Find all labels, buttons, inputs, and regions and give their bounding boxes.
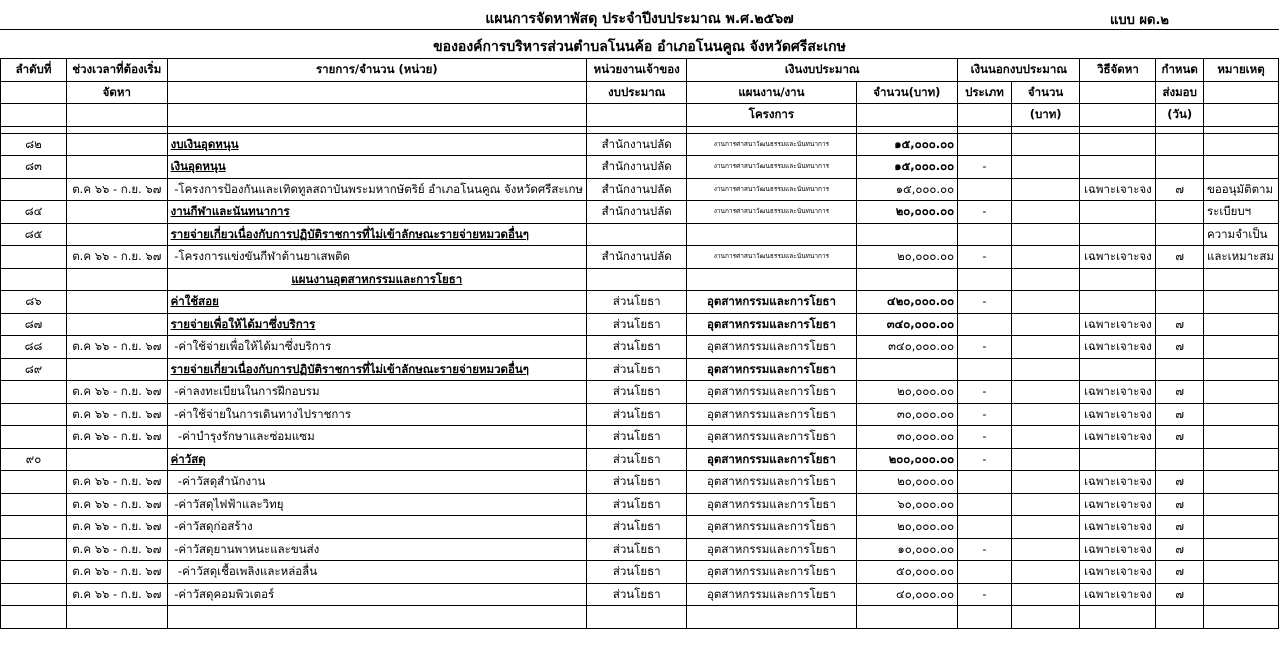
cell-amount[interactable]: ๑๕,๐๐๐.๐๐ (856, 156, 958, 179)
cell-type[interactable] (958, 493, 1012, 516)
cell-owner[interactable]: ส่วนโยธา (587, 493, 687, 516)
cell-period[interactable]: ต.ค ๖๖ - ก.ย. ๖๗ (67, 471, 168, 494)
cell-off-amount[interactable] (1011, 426, 1080, 449)
cell-owner[interactable]: ส่วนโยธา (587, 336, 687, 359)
cell-off-amount[interactable] (1011, 493, 1080, 516)
cell-method[interactable]: เฉพาะเจาะจง (1080, 561, 1156, 584)
cell-method[interactable]: เฉพาะเจาะจง (1080, 381, 1156, 404)
cell-plan[interactable]: อุตสาหกรรมและการโยธา (687, 583, 856, 606)
cell-item[interactable]: -โครงการป้องกันและเทิดทูลสถาบันพระมหากษัตริย์ อำเภอโนนคูณ จังหวัดศรีสะเกษ (167, 178, 586, 201)
cell-off-amount[interactable] (1011, 561, 1080, 584)
cell-no[interactable]: ๙๐ (1, 448, 67, 471)
cell-off-amount[interactable] (1011, 201, 1080, 224)
header-period-2: จัดหา (67, 81, 168, 104)
cell-owner[interactable]: สำนักงานปลัด (587, 178, 687, 201)
cell-item[interactable]: งบเงินอุดหนุน (167, 133, 586, 156)
cell-plan[interactable]: อุตสาหกรรมและการโยธา (687, 291, 856, 314)
cell-off-amount[interactable] (1011, 358, 1080, 381)
header-off-amount-2: (บาท) (1011, 104, 1080, 127)
cell-deadline[interactable]: ๗ (1156, 561, 1204, 584)
cell-remark[interactable] (1204, 313, 1279, 336)
cell-owner[interactable]: ส่วนโยธา (587, 358, 687, 381)
cell-method[interactable]: เฉพาะเจาะจง (1080, 178, 1156, 201)
cell-owner[interactable]: สำนักงานปลัด (587, 156, 687, 179)
cell-amount[interactable]: ๒๐,๐๐๐.๐๐ (856, 246, 958, 269)
table-row (1, 156, 1279, 179)
cell-item[interactable]: ค่าใช้สอย (167, 291, 586, 314)
cell-remark[interactable] (1204, 268, 1279, 291)
form-code: แบบ ผด.๒ (1110, 13, 1169, 28)
cell-deadline[interactable]: ๗ (1156, 583, 1204, 606)
cell-type[interactable]: - (958, 381, 1012, 404)
cell-item[interactable]: รายจ่ายเพื่อให้ได้มาซึ่งบริการ (167, 313, 586, 336)
cell-plan[interactable]: อุตสาหกรรมและการโยธา (687, 538, 856, 561)
cell-deadline[interactable]: ๗ (1156, 538, 1204, 561)
cell-deadline[interactable]: ๗ (1156, 336, 1204, 359)
cell-deadline[interactable]: ๗ (1156, 516, 1204, 539)
cell-owner[interactable] (587, 268, 687, 291)
cell-method[interactable] (1080, 201, 1156, 224)
cell-period[interactable]: ต.ค ๖๖ - ก.ย. ๖๗ (67, 493, 168, 516)
table-row (1, 583, 1279, 606)
cell-owner[interactable]: ส่วนโยธา (587, 516, 687, 539)
cell-remark[interactable] (1204, 493, 1279, 516)
cell-off-amount[interactable] (1011, 246, 1080, 269)
cell-amount[interactable]: ๔๐,๐๐๐.๐๐ (856, 583, 958, 606)
cell-remark[interactable] (1204, 336, 1279, 359)
cell-off-amount[interactable] (1011, 268, 1080, 291)
cell-type[interactable]: - (958, 583, 1012, 606)
cell-off-amount[interactable] (1011, 583, 1080, 606)
cell-no[interactable]: ๘๙ (1, 358, 67, 381)
cell-deadline[interactable]: ๗ (1156, 403, 1204, 426)
header-item: รายการ/จำนวน (หน่วย) (167, 59, 586, 82)
cell-remark[interactable] (1204, 381, 1279, 404)
cell-off-amount[interactable] (1011, 336, 1080, 359)
cell-type[interactable] (958, 313, 1012, 336)
table-body (1, 133, 1279, 628)
cell-no[interactable] (1, 516, 67, 539)
cell-plan[interactable]: อุตสาหกรรมและการโยธา (687, 471, 856, 494)
table-row (1, 291, 1279, 314)
header-off-amount: จำนวน (1011, 81, 1080, 104)
header-owner: หน่วยงานเจ้าของ (587, 59, 687, 82)
cell-off-amount[interactable] (1011, 291, 1080, 314)
cell-no[interactable]: ๘๖ (1, 291, 67, 314)
cell-amount[interactable]: ๑๐,๐๐๐.๐๐ (856, 538, 958, 561)
cell-plan[interactable]: งานการศาสนาวัฒนธรรมและนันทนาการ (687, 156, 856, 179)
cell-type[interactable]: - (958, 246, 1012, 269)
cell-owner[interactable]: ส่วนโยธา (587, 381, 687, 404)
cell-amount[interactable]: ๓๔๐,๐๐๐.๐๐ (856, 336, 958, 359)
cell-type[interactable]: - (958, 336, 1012, 359)
cell-owner[interactable]: ส่วนโยธา (587, 538, 687, 561)
cell-remark[interactable] (1204, 156, 1279, 179)
cell-period[interactable]: ต.ค ๖๖ - ก.ย. ๖๗ (67, 403, 168, 426)
cell-off-amount[interactable] (1011, 516, 1080, 539)
header-plan: แผนงาน/งาน (687, 81, 856, 104)
cell-deadline[interactable] (1156, 223, 1204, 246)
header-row-2 (1, 81, 1279, 104)
cell-type[interactable] (958, 133, 1012, 156)
cell-item[interactable]: -ค่าใช้จ่ายเพื่อให้ได้มาซึ่งบริการ (167, 336, 586, 359)
cell-method[interactable]: เฉพาะเจาะจง (1080, 313, 1156, 336)
table-row (1, 268, 1279, 291)
header-deadline: กำหนด (1156, 59, 1204, 82)
header-type: ประเภท (958, 81, 1012, 104)
cell-no[interactable] (1, 403, 67, 426)
table-row (1, 426, 1279, 449)
cell-plan[interactable]: อุตสาหกรรมและการโยธา (687, 448, 856, 471)
cell-item[interactable]: รายจ่ายเกี่ยวเนื่องกับการปฏิบัติราชการที่ไม่เข้าลักษณะรายจ่ายหมวดอื่นๆ (167, 223, 586, 246)
cell-amount[interactable]: ๑๕,๐๐๐.๐๐ (856, 178, 958, 201)
cell-period[interactable] (67, 448, 168, 471)
cell-type[interactable] (958, 471, 1012, 494)
cell-plan[interactable]: อุตสาหกรรมและการโยธา (687, 561, 856, 584)
cell-no[interactable]: ๘๕ (1, 223, 67, 246)
cell-method[interactable]: เฉพาะเจาะจง (1080, 426, 1156, 449)
header-owner-2: งบประมาณ (587, 81, 687, 104)
cell-deadline[interactable] (1156, 448, 1204, 471)
cell-plan[interactable] (687, 223, 856, 246)
table-row (1, 223, 1279, 246)
cell-type[interactable]: - (958, 156, 1012, 179)
cell-method[interactable] (1080, 448, 1156, 471)
cell-amount[interactable]: ๑๕,๐๐๐.๐๐ (856, 133, 958, 156)
table-row (1, 403, 1279, 426)
cell-item[interactable]: -ค่าวัสดุสำนักงาน (167, 471, 586, 494)
cell-off-amount[interactable] (1011, 471, 1080, 494)
cell-plan[interactable]: อุตสาหกรรมและการโยธา (687, 381, 856, 404)
cell-off-amount[interactable] (1011, 403, 1080, 426)
cell-period[interactable] (67, 133, 168, 156)
cell-no[interactable] (1, 493, 67, 516)
cell-amount[interactable]: ๓๐,๐๐๐.๐๐ (856, 426, 958, 449)
table-row (1, 538, 1279, 561)
cell-off-amount[interactable] (1011, 381, 1080, 404)
cell-method[interactable]: เฉพาะเจาะจง (1080, 538, 1156, 561)
cell-off-amount[interactable] (1011, 538, 1080, 561)
cell-period[interactable]: ต.ค ๖๖ - ก.ย. ๖๗ (67, 381, 168, 404)
header-row-3 (1, 104, 1279, 127)
cell-amount[interactable] (856, 223, 958, 246)
cell-deadline[interactable] (1156, 133, 1204, 156)
cell-off-amount[interactable] (1011, 178, 1080, 201)
cell-method[interactable] (1080, 291, 1156, 314)
cell-no[interactable] (1, 246, 67, 269)
cell-no[interactable]: ๘๘ (1, 336, 67, 359)
cell-no[interactable] (1, 268, 67, 291)
cell-off-amount[interactable] (1011, 448, 1080, 471)
cell-period[interactable]: ต.ค ๖๖ - ก.ย. ๖๗ (67, 561, 168, 584)
table-row (1, 246, 1279, 269)
table-row (1, 471, 1279, 494)
cell-amount[interactable] (856, 268, 958, 291)
cell-owner[interactable]: ส่วนโยธา (587, 403, 687, 426)
cell-item[interactable]: งานกีฬาและนันทนาการ (167, 201, 586, 224)
cell-amount[interactable]: ๔๒๐,๐๐๐.๐๐ (856, 291, 958, 314)
cell-method[interactable]: เฉพาะเจาะจง (1080, 403, 1156, 426)
cell-period[interactable]: ต.ค ๖๖ - ก.ย. ๖๗ (67, 516, 168, 539)
cell-deadline[interactable] (1156, 291, 1204, 314)
cell-deadline[interactable]: ๗ (1156, 313, 1204, 336)
cell-deadline[interactable]: ๗ (1156, 178, 1204, 201)
cell-deadline[interactable] (1156, 201, 1204, 224)
cell-remark[interactable] (1204, 583, 1279, 606)
header-offbudget: เงินนอกงบประมาณ (958, 59, 1080, 82)
cell-amount[interactable]: ๕๐,๐๐๐.๐๐ (856, 561, 958, 584)
cell-plan[interactable]: อุตสาหกรรมและการโยธา (687, 516, 856, 539)
cell-period[interactable] (67, 291, 168, 314)
cell-remark[interactable] (1204, 358, 1279, 381)
cell-type[interactable]: - (958, 201, 1012, 224)
cell-amount[interactable]: ๓๔๐,๐๐๐.๐๐ (856, 313, 958, 336)
cell-plan[interactable] (687, 268, 856, 291)
cell-method[interactable] (1080, 268, 1156, 291)
cell-off-amount[interactable] (1011, 156, 1080, 179)
cell-no[interactable] (1, 538, 67, 561)
cell-off-amount[interactable] (1011, 133, 1080, 156)
cell-amount[interactable]: ๒๐,๐๐๐.๐๐ (856, 201, 958, 224)
cell-type[interactable] (958, 561, 1012, 584)
table-row (1, 561, 1279, 584)
cell-no[interactable] (1, 561, 67, 584)
cell-plan[interactable]: อุตสาหกรรมและการโยธา (687, 493, 856, 516)
cell-owner[interactable]: ส่วนโยธา (587, 291, 687, 314)
cell-method[interactable] (1080, 133, 1156, 156)
table-row (1, 516, 1279, 539)
cell-period[interactable] (67, 201, 168, 224)
table-row (1, 493, 1279, 516)
cell-plan[interactable]: อุตสาหกรรมและการโยธา (687, 426, 856, 449)
header-plan-2: โครงการ (687, 104, 856, 127)
table-row (1, 381, 1279, 404)
cell-plan[interactable]: อุตสาหกรรมและการโยธา (687, 313, 856, 336)
divider-line (0, 29, 1279, 30)
header-row-1 (1, 59, 1279, 82)
cell-owner[interactable]: สำนักงานปลัด (587, 246, 687, 269)
cell-owner[interactable]: ส่วนโยธา (587, 583, 687, 606)
cell-no[interactable] (1, 381, 67, 404)
cell-plan[interactable]: อุตสาหกรรมและการโยธา (687, 336, 856, 359)
cell-type[interactable]: - (958, 426, 1012, 449)
spacer-row (1, 126, 1279, 133)
cell-no[interactable]: ๘๓ (1, 156, 67, 179)
cell-period[interactable]: ต.ค ๖๖ - ก.ย. ๖๗ (67, 426, 168, 449)
cell-plan[interactable]: งานการศาสนาวัฒนธรรมและนันทนาการ (687, 246, 856, 269)
cell-owner[interactable]: ส่วนโยธา (587, 561, 687, 584)
header-period: ช่วงเวลาที่ต้องเริ่ม (67, 59, 168, 82)
header-no: ลำดับที่ (1, 59, 67, 82)
cell-period[interactable] (67, 223, 168, 246)
cell-remark[interactable] (1204, 471, 1279, 494)
cell-remark[interactable] (1204, 291, 1279, 314)
cell-type[interactable]: - (958, 538, 1012, 561)
cell-deadline[interactable]: ๗ (1156, 471, 1204, 494)
cell-amount[interactable]: ๒๐,๐๐๐.๐๐ (856, 381, 958, 404)
cell-type[interactable]: - (958, 403, 1012, 426)
cell-item[interactable]: -ค่าลงทะเบียนในการฝึกอบรม (167, 381, 586, 404)
cell-item[interactable]: เงินอุดหนุน (167, 156, 586, 179)
cell-remark[interactable]: ระเบียบฯ (1204, 201, 1279, 224)
table-row (1, 178, 1279, 201)
table-row (1, 358, 1279, 381)
cell-amount[interactable] (856, 358, 958, 381)
cell-type[interactable] (958, 178, 1012, 201)
cell-owner[interactable]: ส่วนโยธา (587, 471, 687, 494)
table-row (1, 606, 1279, 629)
cell-period[interactable] (67, 358, 168, 381)
cell-item[interactable]: ค่าวัสดุ (167, 448, 586, 471)
cell-deadline[interactable] (1156, 358, 1204, 381)
cell-owner[interactable]: สำนักงานปลัด (587, 133, 687, 156)
cell-type[interactable]: - (958, 448, 1012, 471)
document-subtitle: ขององค์การบริหารส่วนตำบลโนนค้อ อำเภอโนนคูณ จังหวัดศรีสะเกษ (433, 39, 846, 55)
header-remark: หมายเหตุ (1204, 59, 1279, 82)
cell-remark[interactable]: และเหมาะสม (1204, 246, 1279, 269)
cell-no[interactable] (1, 471, 67, 494)
cell-type[interactable] (958, 268, 1012, 291)
procurement-table (0, 58, 1279, 629)
cell-amount[interactable]: ๓๐,๐๐๐.๐๐ (856, 403, 958, 426)
cell-remark[interactable] (1204, 426, 1279, 449)
cell-type[interactable] (958, 516, 1012, 539)
header-deadline-2: ส่งมอบ (1156, 81, 1204, 104)
cell-item[interactable]: -ค่าวัสดุเชื้อเพลิงและหล่อลื่น (167, 561, 586, 584)
cell-remark[interactable] (1204, 561, 1279, 584)
cell-item[interactable]: แผนงานอุตสาหกรรมและการโยธา (167, 268, 586, 291)
cell-amount[interactable]: ๒๐,๐๐๐.๐๐ (856, 516, 958, 539)
cell-item[interactable]: -ค่าบำรุงรักษาและซ่อมแซม (167, 426, 586, 449)
cell-period[interactable]: ต.ค ๖๖ - ก.ย. ๖๗ (67, 538, 168, 561)
cell-period[interactable]: ต.ค ๖๖ - ก.ย. ๖๗ (67, 583, 168, 606)
cell-period[interactable]: ต.ค ๖๖ - ก.ย. ๖๗ (67, 246, 168, 269)
cell-owner[interactable]: ส่วนโยธา (587, 426, 687, 449)
cell-deadline[interactable]: ๗ (1156, 493, 1204, 516)
cell-deadline[interactable]: ๗ (1156, 246, 1204, 269)
cell-deadline[interactable]: ๗ (1156, 426, 1204, 449)
cell-owner[interactable]: ส่วนโยธา (587, 313, 687, 336)
cell-deadline[interactable]: ๗ (1156, 381, 1204, 404)
cell-no[interactable] (1, 583, 67, 606)
table-row (1, 448, 1279, 471)
cell-remark[interactable] (1204, 133, 1279, 156)
cell-remark[interactable] (1204, 516, 1279, 539)
cell-owner[interactable]: สำนักงานปลัด (587, 201, 687, 224)
table-row (1, 336, 1279, 359)
cell-method[interactable]: เฉพาะเจาะจง (1080, 471, 1156, 494)
cell-deadline[interactable] (1156, 156, 1204, 179)
cell-remark[interactable] (1204, 403, 1279, 426)
header-method: วิธีจัดหา (1080, 59, 1156, 82)
header-deadline-3: (วัน) (1156, 104, 1204, 127)
cell-method[interactable] (1080, 156, 1156, 179)
cell-plan[interactable]: อุตสาหกรรมและการโยธา (687, 403, 856, 426)
cell-no[interactable]: ๘๗ (1, 313, 67, 336)
cell-no[interactable] (1, 178, 67, 201)
cell-owner[interactable]: ส่วนโยธา (587, 448, 687, 471)
cell-no[interactable] (1, 426, 67, 449)
cell-method[interactable] (1080, 223, 1156, 246)
cell-amount[interactable]: ๖๐,๐๐๐.๐๐ (856, 493, 958, 516)
cell-deadline[interactable] (1156, 268, 1204, 291)
header-budget: เงินงบประมาณ (687, 59, 958, 82)
cell-plan[interactable]: อุตสาหกรรมและการโยธา (687, 358, 856, 381)
cell-amount[interactable]: ๒๐๐,๐๐๐.๐๐ (856, 448, 958, 471)
cell-no[interactable]: ๘๒ (1, 133, 67, 156)
table-row (1, 201, 1279, 224)
cell-item[interactable]: -ค่าวัสดุคอมพิวเตอร์ (167, 583, 586, 606)
table-row (1, 133, 1279, 156)
cell-period[interactable]: ต.ค ๖๖ - ก.ย. ๖๗ (67, 336, 168, 359)
cell-type[interactable] (958, 223, 1012, 246)
cell-method[interactable]: เฉพาะเจาะจง (1080, 493, 1156, 516)
cell-period[interactable] (67, 268, 168, 291)
cell-item[interactable]: -ค่าใช้จ่ายในการเดินทางไปราชการ (167, 403, 586, 426)
cell-owner[interactable] (587, 223, 687, 246)
cell-remark[interactable]: ขออนุมัติตาม (1204, 178, 1279, 201)
cell-plan[interactable]: งานการศาสนาวัฒนธรรมและนันทนาการ (687, 201, 856, 224)
cell-method[interactable]: เฉพาะเจาะจง (1080, 246, 1156, 269)
cell-remark[interactable] (1204, 538, 1279, 561)
cell-period[interactable] (67, 313, 168, 336)
cell-item[interactable]: -ค่าวัสดุไฟฟ้าและวิทยุ (167, 493, 586, 516)
table-row (1, 313, 1279, 336)
cell-remark[interactable]: ความจำเป็น (1204, 223, 1279, 246)
cell-item[interactable]: -ค่าวัสดุก่อสร้าง (167, 516, 586, 539)
cell-type[interactable] (958, 358, 1012, 381)
document-title: แผนการจัดหาพัสดุ ประจำปีงบประมาณ พ.ศ.๒๕๖๗ (485, 11, 794, 27)
cell-remark[interactable] (1204, 448, 1279, 471)
cell-type[interactable]: - (958, 291, 1012, 314)
cell-period[interactable]: ต.ค ๖๖ - ก.ย. ๖๗ (67, 178, 168, 201)
cell-plan[interactable]: งานการศาสนาวัฒนธรรมและนันทนาการ (687, 178, 856, 201)
cell-period[interactable] (67, 156, 168, 179)
header-amount: จำนวน(บาท) (856, 81, 958, 104)
cell-off-amount[interactable] (1011, 223, 1080, 246)
cell-no[interactable]: ๘๔ (1, 201, 67, 224)
cell-item[interactable]: -โครงการแข่งขันกีฬาต้านยาเสพติด (167, 246, 586, 269)
cell-off-amount[interactable] (1011, 313, 1080, 336)
cell-method[interactable]: เฉพาะเจาะจง (1080, 583, 1156, 606)
cell-plan[interactable]: งานการศาสนาวัฒนธรรมและนันทนาการ (687, 133, 856, 156)
cell-method[interactable]: เฉพาะเจาะจง (1080, 336, 1156, 359)
cell-item[interactable]: -ค่าวัสดุยานพาหนะและขนส่ง (167, 538, 586, 561)
cell-method[interactable] (1080, 358, 1156, 381)
cell-amount[interactable]: ๒๐,๐๐๐.๐๐ (856, 471, 958, 494)
cell-item[interactable]: รายจ่ายเกี่ยวเนื่องกับการปฏิบัติราชการที่ไม่เข้าลักษณะรายจ่ายหมวดอื่นๆ (167, 358, 586, 381)
cell-method[interactable]: เฉพาะเจาะจง (1080, 516, 1156, 539)
